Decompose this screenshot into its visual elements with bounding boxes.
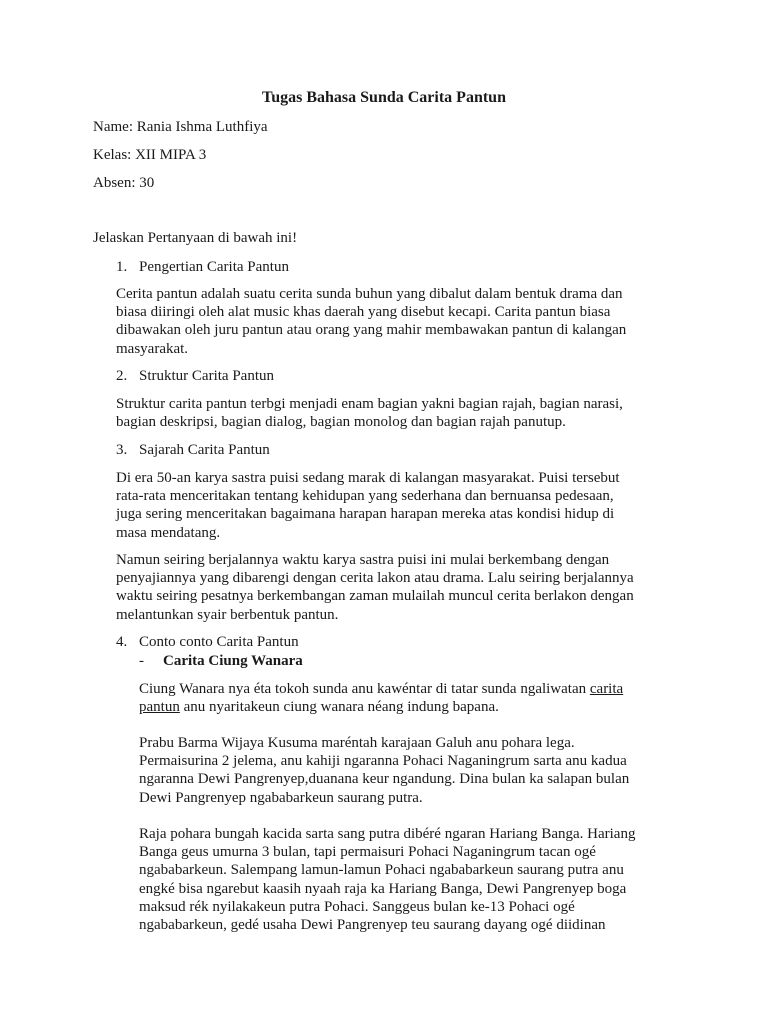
paragraph-line: ngaranna Dewi Pangrenyep,duanana keur ngandung. Dina bulan ka salapan bulan [139, 771, 630, 788]
paragraph-line: masyarakat. [116, 340, 189, 357]
paragraph-line: waktu seiring pesatnya berkembangan zaman mulailah muncul cerita berlakon dengan [116, 588, 634, 605]
carita-pantun-link[interactable]: carita [589, 681, 624, 697]
item-number: 1. [116, 259, 128, 275]
item-heading: Sajarah Carita Pantun [139, 442, 270, 458]
item-paragraph [116, 551, 676, 624]
paragraph-line: penyajiannya yang dibarengi dengan cerita lakon atau drama. Lalu seiring berjalannya [116, 570, 634, 587]
item-paragraph [116, 469, 676, 542]
student-class: Kelas: XII MIPA 3 [93, 147, 207, 163]
item-number: 2. [116, 368, 128, 384]
paragraph-line: masa mendatang. [116, 524, 221, 541]
subitem-dash: - [139, 653, 144, 669]
paragraph-line: Struktur carita pantun terbgi menjadi enam bagian yakni bagian rajah, bagian narasi, [116, 396, 623, 412]
paragraph-line: Banga geus umurna 3 bulan, tapi permaisuri Pohaci Naganingrum tacan ogé [139, 844, 596, 861]
paragraph-line: juga sering menceritakan bagaimana harapan harapan mereka atas kondisi hidup di [116, 506, 615, 523]
paragraph-line: bagian deskripsi, bagian dialog, bagian monolog dan bagian rajah panutup. [116, 414, 566, 431]
story-paragraph [139, 825, 679, 934]
document-title: Tugas Bahasa Sunda Carita Pantun [262, 89, 506, 106]
paragraph-line: Raja pohara bungah kacida sarta sang putra dibéré ngaran Hariang Banga. Hariang [139, 826, 636, 842]
item-heading: Conto conto Carita Pantun [139, 634, 299, 650]
student-absen: Absen: 30 [93, 175, 155, 191]
paragraph-line [139, 680, 679, 698]
student-name: Name: Rania Ishma Luthfiya [93, 119, 268, 135]
paragraph-line: Di era 50-an karya sastra puisi sedang marak di kalangan masyarakat. Puisi tersebut [116, 470, 620, 486]
paragraph-line: engké bisa ngarebut kaasih nyaah raja ka Hariang Banga, Dewi Pangrenyep boga [139, 880, 627, 897]
item-heading: Struktur Carita Pantun [139, 368, 274, 384]
item-paragraph [116, 395, 676, 431]
item-heading: Pengertian Carita Pantun [139, 259, 289, 275]
story-title: Carita Ciung Wanara [163, 653, 303, 669]
instruction-text: Jelaskan Pertanyaan di bawah ini! [93, 230, 298, 246]
paragraph-line [139, 698, 679, 716]
paragraph-text: anu nyaritakeun ciung wanara néang indung bapana. [179, 699, 499, 716]
paragraph-line: Dewi Pangrenyep ngababarkeun saurang putra. [139, 789, 423, 806]
paragraph-line: melantunkan syair berbentuk pantun. [116, 606, 339, 623]
paragraph-line: dibawakan oleh juru pantun atau orang yang mahir membawakan pantun di kalangan [116, 322, 627, 339]
story-paragraph [139, 734, 679, 807]
story-paragraph [139, 680, 679, 716]
paragraph-text: Ciung Wanara nya éta tokoh sunda anu kawéntar di tatar sunda ngaliwatan [139, 681, 590, 697]
paragraph-line: Namun seiring berjalannya waktu karya sastra puisi ini mulai berkembang dengan [116, 552, 610, 568]
paragraph-line: maksud rék nyilakakeun putra Pohaci. Sanggeus bulan ke-13 Pohaci ogé [139, 898, 575, 915]
paragraph-line: ngababarkeun, gedé usaha Dewi Pangrenyep teu saurang dayang ogé diidinan [139, 917, 606, 934]
carita-pantun-link[interactable]: pantun [139, 699, 180, 716]
paragraph-line: Cerita pantun adalah suatu cerita sunda buhun yang dibalut dalam bentuk drama dan [116, 286, 623, 302]
paragraph-line: rata-rata menceritakan tentang kehidupan yang sederhana dan bernuansa pedesaan, [116, 488, 614, 505]
item-number: 4. [116, 634, 128, 650]
item-number: 3. [116, 442, 128, 458]
paragraph-line: biasa diiringi oleh alat music khas daerah yang disebut kecapi. Carita pantun biasa [116, 304, 611, 321]
paragraph-line: ngababarkeun. Salempang lamun-lamun Pohaci ngababarkeun saurang putra anu [139, 862, 624, 879]
paragraph-line: Prabu Barma Wijaya Kusuma maréntah karajaan Galuh anu pohara lega. [139, 735, 575, 751]
paragraph-line: Permaisurina 2 jelema, anu kahiji ngaranna Pohaci Naganingrum sarta anu kadua [139, 753, 627, 770]
item-paragraph [116, 285, 676, 358]
